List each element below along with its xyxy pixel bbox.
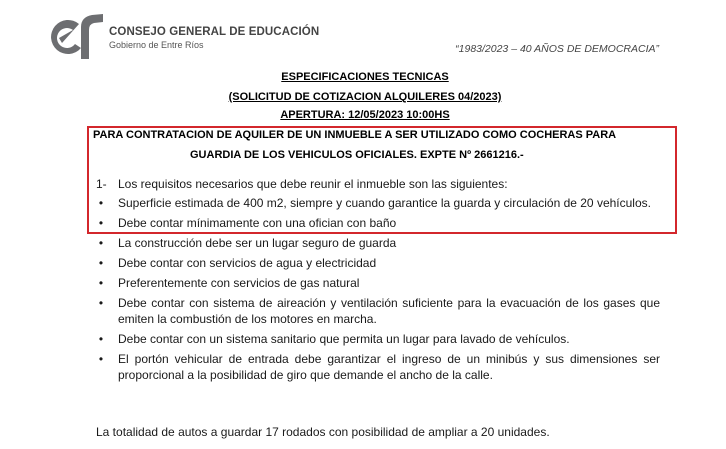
list-item: [96, 195, 660, 211]
doc-title: ESPECIFICACIONES TECNICAS: [281, 71, 449, 83]
org-subtitle: Gobierno de Entre Ríos: [109, 40, 204, 50]
list-item-text: Debe contar con un sistema sanitario que permita un lugar para lavado de vehículos.: [118, 332, 570, 346]
motto: “1983/2023 – 40 AÑOS DE DEMOCRACIA”: [455, 43, 659, 55]
opening-date: APERTURA: 12/05/2023 10:00HS: [280, 109, 450, 121]
org-block: [109, 26, 319, 51]
bullet: •: [98, 352, 104, 366]
list-item-text: Preferentemente con servicios de gas natural: [118, 276, 360, 290]
list-item-text: Debe contar con servicios de agua y electricidad: [118, 256, 377, 270]
list-item-text: El portón vehicular de entrada debe garantizar el ingreso de un minibús y sus dimensiones ser proporcional a la posibilidad de giro que demande el ancho de la calle.: [118, 352, 660, 382]
objeto-line-1: PARA CONTRATACION DE AQUILER DE UN INMUEBLE A SER UTILIZADO COMO COCHERAS PARA: [93, 129, 617, 141]
list-item: [96, 235, 660, 251]
total-vehicles-note: La totalidad de autos a guardar 17 rodados con posibilidad de ampliar a 20 unidades.: [96, 425, 550, 439]
list-item: [96, 331, 660, 347]
requirements-list: [96, 195, 660, 387]
list-item-text: Debe contar con sistema de aireación y ventilación suficiente para la evacuación de los gases que emiten la combustión de los motores en marcha.: [118, 296, 660, 326]
intro-text: Los requisitos necesarios que debe reunir el inmueble son las siguientes:: [118, 177, 508, 191]
list-item: [96, 215, 660, 231]
list-item: [96, 275, 660, 291]
list-item: [96, 351, 660, 383]
bullet: •: [98, 256, 104, 270]
cge-logo: [45, 11, 105, 61]
bullet: •: [98, 296, 104, 310]
list-item: [96, 295, 660, 327]
bullet: •: [98, 236, 104, 250]
bullet: •: [98, 276, 104, 290]
item-number: 1-: [96, 177, 107, 191]
objeto-line-2: GUARDIA DE LOS VEHICULOS OFICIALES. EXPTE Nº 2661216.-: [190, 149, 524, 161]
bullet: •: [98, 332, 104, 346]
list-item-text: Debe contar mínimamente con una ofician con baño: [118, 216, 397, 230]
bullet: •: [98, 196, 104, 210]
doc-subtitle: (SOLICITUD DE COTIZACION ALQUILERES 04/2023): [228, 91, 502, 103]
list-item: [96, 255, 660, 271]
requirements-intro: [96, 176, 508, 192]
list-item-text: Superficie estimada de 400 m2, siempre y cuando garantice la guarda y circulación de 20 vehículos.: [118, 196, 651, 210]
org-name: CONSEJO GENERAL DE EDUCACIÓN: [109, 26, 320, 38]
bullet: •: [98, 216, 104, 230]
list-item-text: La construcción debe ser un lugar seguro de guarda: [118, 236, 397, 250]
